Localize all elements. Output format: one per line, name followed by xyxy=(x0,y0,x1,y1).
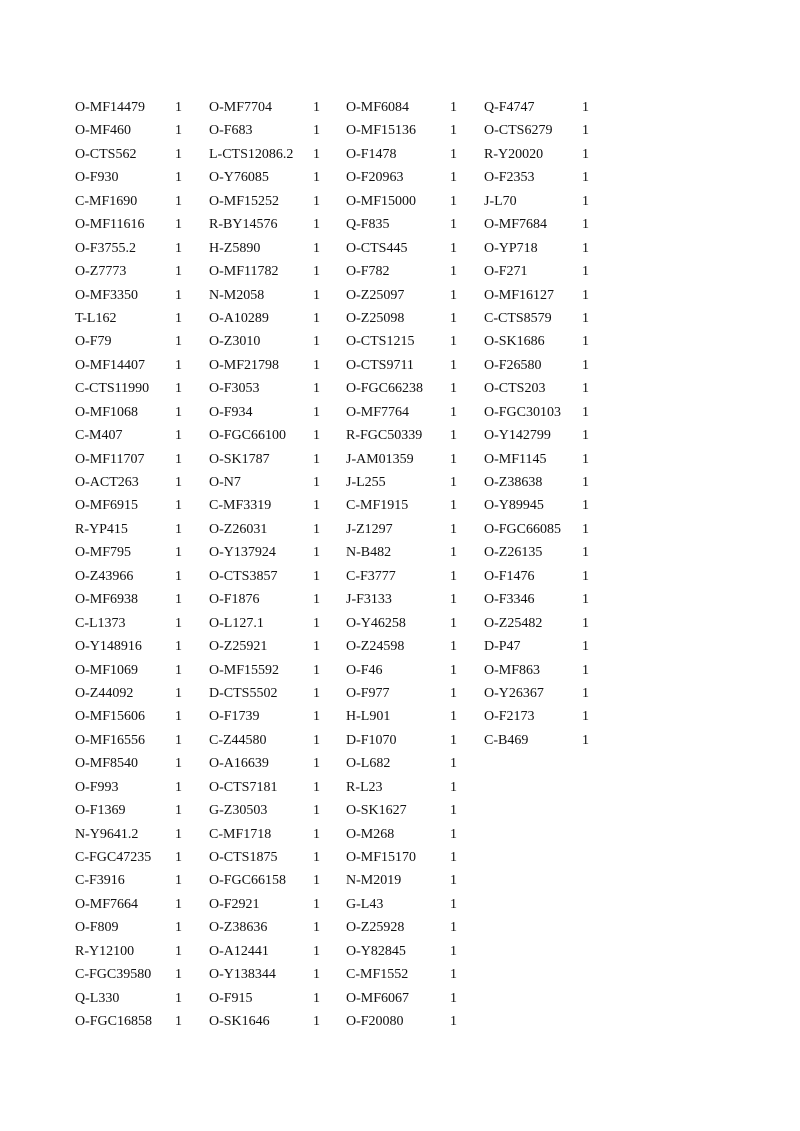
marker-count: 1 xyxy=(313,732,320,748)
marker-count: 1 xyxy=(582,123,589,139)
marker-count: 1 xyxy=(313,639,320,655)
marker-code: C-L1373 xyxy=(75,615,126,631)
marker-count: 1 xyxy=(175,756,182,772)
marker-code: L-CTS12086.2 xyxy=(209,146,294,162)
marker-count: 1 xyxy=(582,568,589,584)
marker-count: 1 xyxy=(175,428,182,444)
marker-code: O-SK1646 xyxy=(209,1014,270,1030)
marker-count: 1 xyxy=(450,990,457,1006)
marker-code: O-Y137924 xyxy=(209,545,276,561)
marker-code: O-MF14407 xyxy=(75,357,146,373)
marker-code: O-F79 xyxy=(75,334,112,350)
marker-count: 1 xyxy=(582,615,589,631)
marker-count: 1 xyxy=(313,756,320,772)
marker-count: 1 xyxy=(175,217,182,233)
marker-count: 1 xyxy=(582,639,589,655)
marker-code: C-MF1915 xyxy=(346,498,409,514)
marker-count: 1 xyxy=(450,451,457,467)
marker-count: 1 xyxy=(175,990,182,1006)
marker-count: 1 xyxy=(175,568,182,584)
marker-count: 1 xyxy=(450,873,457,889)
marker-code: O-MF6938 xyxy=(75,592,139,608)
marker-count: 1 xyxy=(582,334,589,350)
marker-count: 1 xyxy=(582,685,589,701)
marker-count: 1 xyxy=(313,240,320,256)
marker-code: O-F1478 xyxy=(346,146,397,162)
marker-code: N-M2058 xyxy=(209,287,265,303)
marker-count: 1 xyxy=(313,381,320,397)
marker-count: 1 xyxy=(450,240,457,256)
marker-code: O-MF15592 xyxy=(209,662,280,678)
marker-count: 1 xyxy=(450,826,457,842)
marker-count: 1 xyxy=(313,287,320,303)
marker-count: 1 xyxy=(582,709,589,725)
marker-count: 1 xyxy=(313,568,320,584)
marker-code: O-FGC66085 xyxy=(484,521,562,537)
marker-code: O-Y148916 xyxy=(75,639,142,655)
marker-count: 1 xyxy=(313,100,320,115)
marker-count: 1 xyxy=(450,264,457,280)
marker-code: O-MF14479 xyxy=(75,100,146,115)
marker-count: 1 xyxy=(450,662,457,678)
marker-code: O-MF11782 xyxy=(209,264,279,280)
marker-code: O-Y82845 xyxy=(346,943,406,959)
marker-count: 1 xyxy=(450,193,457,209)
marker-code: N-Y9641.2 xyxy=(75,826,139,842)
marker-code: O-F934 xyxy=(209,404,253,420)
marker-count: 1 xyxy=(450,428,457,444)
marker-count: 1 xyxy=(450,146,457,162)
marker-code: O-CTS1215 xyxy=(346,334,415,350)
marker-count: 1 xyxy=(313,334,320,350)
marker-count: 1 xyxy=(175,357,182,373)
marker-count: 1 xyxy=(313,943,320,959)
marker-code: O-F3755.2 xyxy=(75,240,137,256)
marker-count: 1 xyxy=(582,662,589,678)
marker-code: O-Z25921 xyxy=(209,639,268,655)
marker-count: 1 xyxy=(450,1014,457,1030)
marker-count: 1 xyxy=(175,732,182,748)
marker-code: O-F2921 xyxy=(209,896,260,912)
marker-code: O-MF1068 xyxy=(75,404,139,420)
marker-count: 1 xyxy=(313,170,320,186)
marker-code: O-Y46258 xyxy=(346,615,406,631)
marker-count: 1 xyxy=(175,193,182,209)
marker-count: 1 xyxy=(582,521,589,537)
marker-count: 1 xyxy=(313,896,320,912)
marker-code: G-L43 xyxy=(346,896,384,912)
marker-code: R-Y12100 xyxy=(75,943,135,959)
marker-count: 1 xyxy=(175,592,182,608)
marker-count: 1 xyxy=(313,357,320,373)
marker-code: G-Z30503 xyxy=(209,803,268,819)
marker-code: J-AM01359 xyxy=(346,451,414,467)
marker-code: J-Z1297 xyxy=(346,521,393,537)
marker-code: O-Z25928 xyxy=(346,920,405,936)
marker-code: O-Z43966 xyxy=(75,568,134,584)
marker-code: O-Y26367 xyxy=(484,685,544,701)
marker-count: 1 xyxy=(450,803,457,819)
marker-code: C-MF3319 xyxy=(209,498,272,514)
marker-count: 1 xyxy=(450,920,457,936)
marker-code: O-Z24598 xyxy=(346,639,405,655)
marker-code: O-Y76085 xyxy=(209,170,269,186)
marker-code: Q-F835 xyxy=(346,217,390,233)
marker-code: O-MF16556 xyxy=(75,732,146,748)
marker-count: 1 xyxy=(582,428,589,444)
marker-count: 1 xyxy=(313,1014,320,1030)
marker-code: O-MF795 xyxy=(75,545,132,561)
marker-count: 1 xyxy=(450,545,457,561)
marker-code: O-ACT263 xyxy=(75,475,139,490)
marker-code: R-YP415 xyxy=(75,521,128,537)
marker-code: C-FGC39580 xyxy=(75,967,152,983)
marker-count: 1 xyxy=(450,310,457,326)
marker-count: 1 xyxy=(450,943,457,959)
marker-count: 1 xyxy=(582,381,589,397)
marker-code: O-MF8540 xyxy=(75,756,139,772)
marker-code: O-F993 xyxy=(75,779,119,795)
marker-code: O-FGC66100 xyxy=(209,428,287,444)
marker-count: 1 xyxy=(450,592,457,608)
marker-code: O-L127.1 xyxy=(209,615,264,631)
marker-code: D-F1070 xyxy=(346,732,397,748)
marker-code: O-MF863 xyxy=(484,662,541,678)
marker-code: C-CTS11990 xyxy=(75,381,150,397)
marker-code: C-MF1552 xyxy=(346,967,409,983)
marker-code: J-F3133 xyxy=(346,592,392,608)
marker-count: 1 xyxy=(582,357,589,373)
marker-code: O-YP718 xyxy=(484,240,538,256)
marker-code: O-Y142799 xyxy=(484,428,551,444)
marker-code: O-F1369 xyxy=(75,803,126,819)
marker-code: O-MF6084 xyxy=(346,100,410,115)
marker-count: 1 xyxy=(175,545,182,561)
marker-count: 1 xyxy=(175,685,182,701)
marker-code: O-FGC16858 xyxy=(75,1014,153,1030)
marker-count: 1 xyxy=(175,709,182,725)
marker-count: 1 xyxy=(450,475,457,490)
marker-count: 1 xyxy=(175,310,182,326)
marker-count: 1 xyxy=(450,123,457,139)
marker-count: 1 xyxy=(175,146,182,162)
marker-code: O-Z7773 xyxy=(75,264,127,280)
marker-count: 1 xyxy=(313,779,320,795)
marker-code: H-L901 xyxy=(346,709,391,725)
marker-count: 1 xyxy=(450,779,457,795)
marker-code: Q-L330 xyxy=(75,990,120,1006)
marker-code: O-MF6067 xyxy=(346,990,410,1006)
marker-count: 1 xyxy=(175,920,182,936)
marker-code: O-CTS203 xyxy=(484,381,546,397)
marker-code: O-F782 xyxy=(346,264,390,280)
marker-code: O-MF15606 xyxy=(75,709,146,725)
marker-code: O-L682 xyxy=(346,756,391,772)
marker-count: 1 xyxy=(313,498,320,514)
marker-code: O-SK1627 xyxy=(346,803,407,819)
marker-code: R-Y20020 xyxy=(484,146,544,162)
marker-code: O-MF7764 xyxy=(346,404,410,420)
marker-code: O-F809 xyxy=(75,920,119,936)
marker-code: O-CTS3857 xyxy=(209,568,278,584)
marker-code: O-MF7704 xyxy=(209,100,273,115)
marker-count: 1 xyxy=(313,428,320,444)
marker-count: 1 xyxy=(450,639,457,655)
marker-count: 1 xyxy=(175,498,182,514)
marker-code: O-MF15170 xyxy=(346,850,417,865)
marker-code: O-Z38636 xyxy=(209,920,268,936)
marker-count: 1 xyxy=(175,334,182,350)
marker-code: O-CTS6279 xyxy=(484,123,553,139)
marker-count: 1 xyxy=(175,381,182,397)
marker-count: 1 xyxy=(450,521,457,537)
marker-code: O-F930 xyxy=(75,170,119,186)
marker-count: 1 xyxy=(582,100,589,115)
marker-count: 1 xyxy=(313,193,320,209)
marker-code: O-F1739 xyxy=(209,709,260,725)
marker-count: 1 xyxy=(450,568,457,584)
marker-count: 1 xyxy=(582,146,589,162)
marker-code: O-F1876 xyxy=(209,592,260,608)
marker-code: O-Z25098 xyxy=(346,310,405,326)
marker-count: 1 xyxy=(450,896,457,912)
marker-code: O-CTS9711 xyxy=(346,357,414,373)
marker-code: O-MF11616 xyxy=(75,217,145,233)
marker-count: 1 xyxy=(313,521,320,537)
marker-code: C-FGC47235 xyxy=(75,850,152,865)
marker-count: 1 xyxy=(175,943,182,959)
marker-count: 1 xyxy=(175,475,182,490)
marker-count: 1 xyxy=(450,498,457,514)
marker-count: 1 xyxy=(450,334,457,350)
marker-count: 1 xyxy=(313,662,320,678)
marker-count: 1 xyxy=(450,709,457,725)
marker-count: 1 xyxy=(175,100,182,115)
marker-code: C-B469 xyxy=(484,732,529,748)
marker-code: O-F20963 xyxy=(346,170,404,186)
marker-code: O-MF3350 xyxy=(75,287,139,303)
marker-count: 1 xyxy=(582,287,589,303)
marker-code: O-F2353 xyxy=(484,170,535,186)
marker-count: 1 xyxy=(582,592,589,608)
marker-code: C-CTS8579 xyxy=(484,310,552,326)
marker-code: O-F20080 xyxy=(346,1014,404,1030)
marker-count: 1 xyxy=(582,498,589,514)
marker-code: D-CTS5502 xyxy=(209,685,278,701)
marker-count: 1 xyxy=(175,521,182,537)
marker-code: O-FGC66238 xyxy=(346,381,424,397)
marker-count: 1 xyxy=(450,100,457,115)
marker-code: J-L255 xyxy=(346,475,386,490)
marker-code: O-Z25097 xyxy=(346,287,405,303)
marker-code: O-CTS7181 xyxy=(209,779,278,795)
marker-code: O-MF6915 xyxy=(75,498,139,514)
marker-count: 1 xyxy=(582,240,589,256)
marker-count: 1 xyxy=(313,475,320,490)
marker-code: O-F1476 xyxy=(484,568,535,584)
marker-code: O-A16639 xyxy=(209,756,269,772)
marker-code: O-F977 xyxy=(346,685,390,701)
marker-code: C-MF1718 xyxy=(209,826,272,842)
marker-code: O-Z38638 xyxy=(484,475,543,490)
marker-count: 1 xyxy=(313,990,320,1006)
marker-code: O-F915 xyxy=(209,990,253,1006)
marker-count: 1 xyxy=(313,967,320,983)
marker-code: O-F683 xyxy=(209,123,253,139)
marker-count: 1 xyxy=(450,756,457,772)
marker-code: Q-F4747 xyxy=(484,100,535,115)
marker-count: 1 xyxy=(450,967,457,983)
marker-count: 1 xyxy=(450,615,457,631)
marker-code: R-FGC50339 xyxy=(346,428,423,444)
marker-code: O-Z44092 xyxy=(75,685,134,701)
marker-count: 1 xyxy=(175,873,182,889)
marker-count: 1 xyxy=(175,170,182,186)
marker-code: H-Z5890 xyxy=(209,240,261,256)
marker-count: 1 xyxy=(313,803,320,819)
marker-count: 1 xyxy=(582,193,589,209)
marker-code: N-B482 xyxy=(346,545,392,561)
marker-count: 1 xyxy=(175,779,182,795)
marker-count: 1 xyxy=(313,826,320,842)
marker-count: 1 xyxy=(313,920,320,936)
marker-count: 1 xyxy=(450,287,457,303)
marker-code: O-MF1069 xyxy=(75,662,139,678)
marker-code: O-MF1145 xyxy=(484,451,547,467)
marker-code: O-F3053 xyxy=(209,381,260,397)
marker-count: 1 xyxy=(175,662,182,678)
marker-count: 1 xyxy=(450,732,457,748)
marker-code: O-Y89945 xyxy=(484,498,544,514)
marker-count: 1 xyxy=(313,615,320,631)
marker-code: O-Z26031 xyxy=(209,521,268,537)
marker-count: 1 xyxy=(175,850,182,865)
marker-count: 1 xyxy=(175,287,182,303)
marker-code: R-L23 xyxy=(346,779,383,795)
marker-code: O-MF15136 xyxy=(346,123,417,139)
marker-count: 1 xyxy=(175,896,182,912)
marker-count: 1 xyxy=(582,310,589,326)
marker-count: 1 xyxy=(313,685,320,701)
marker-count: 1 xyxy=(175,451,182,467)
marker-code: O-A12441 xyxy=(209,943,269,959)
marker-code: O-F46 xyxy=(346,662,383,678)
marker-count: 1 xyxy=(175,1014,182,1030)
marker-count: 1 xyxy=(313,264,320,280)
marker-count: 1 xyxy=(175,123,182,139)
marker-count: 1 xyxy=(582,545,589,561)
marker-code: O-F26580 xyxy=(484,357,542,373)
marker-count: 1 xyxy=(450,381,457,397)
marker-code: T-L162 xyxy=(75,310,117,326)
marker-count: 1 xyxy=(175,826,182,842)
marker-code: O-MF15000 xyxy=(346,193,417,209)
marker-code: O-SK1787 xyxy=(209,451,270,467)
marker-code: O-Z3010 xyxy=(209,334,261,350)
marker-code: C-Z44580 xyxy=(209,732,267,748)
marker-code: C-F3777 xyxy=(346,568,396,584)
marker-code: O-FGC66158 xyxy=(209,873,287,889)
marker-code: C-M407 xyxy=(75,428,123,444)
marker-code: O-Z26135 xyxy=(484,545,543,561)
marker-code: D-P47 xyxy=(484,639,521,655)
marker-code: O-Y138344 xyxy=(209,967,276,983)
marker-count: 1 xyxy=(175,615,182,631)
marker-count: 1 xyxy=(175,404,182,420)
marker-count: 1 xyxy=(175,264,182,280)
marker-code: O-MF11707 xyxy=(75,451,145,467)
marker-count: 1 xyxy=(450,404,457,420)
marker-code: O-F2173 xyxy=(484,709,535,725)
marker-count: 1 xyxy=(313,310,320,326)
marker-code: O-MF7664 xyxy=(75,896,139,912)
marker-code: O-Z25482 xyxy=(484,615,543,631)
marker-code: N-M2019 xyxy=(346,873,402,889)
marker-count: 1 xyxy=(313,146,320,162)
marker-count: 1 xyxy=(313,404,320,420)
marker-code: R-BY14576 xyxy=(209,217,278,233)
marker-count: 1 xyxy=(450,217,457,233)
marker-code: O-N7 xyxy=(209,475,241,490)
marker-count: 1 xyxy=(582,475,589,490)
marker-code: O-A10289 xyxy=(209,310,269,326)
marker-code: C-MF1690 xyxy=(75,193,138,209)
marker-count: 1 xyxy=(582,264,589,280)
marker-count: 1 xyxy=(313,850,320,865)
marker-count: 1 xyxy=(313,592,320,608)
marker-code: O-MF15252 xyxy=(209,193,280,209)
marker-count: 1 xyxy=(450,850,457,865)
marker-count: 1 xyxy=(313,545,320,561)
marker-count: 1 xyxy=(450,170,457,186)
marker-code: O-MF7684 xyxy=(484,217,548,233)
marker-code: O-FGC30103 xyxy=(484,404,562,420)
marker-count: 1 xyxy=(175,639,182,655)
marker-count: 1 xyxy=(313,217,320,233)
marker-code: J-L70 xyxy=(484,193,517,209)
marker-code: O-F3346 xyxy=(484,592,535,608)
marker-code: O-MF21798 xyxy=(209,357,280,373)
marker-count: 1 xyxy=(313,451,320,467)
marker-code: O-MF460 xyxy=(75,123,132,139)
marker-count: 1 xyxy=(582,732,589,748)
marker-count: 1 xyxy=(450,357,457,373)
marker-code: C-F3916 xyxy=(75,873,125,889)
marker-count: 1 xyxy=(175,240,182,256)
marker-count: 1 xyxy=(582,217,589,233)
marker-count: 1 xyxy=(582,451,589,467)
marker-count: 1 xyxy=(175,803,182,819)
marker-code: O-CTS445 xyxy=(346,240,408,256)
marker-count: 1 xyxy=(450,685,457,701)
marker-code: O-SK1686 xyxy=(484,334,545,350)
marker-count: 1 xyxy=(582,404,589,420)
marker-count: 1 xyxy=(313,709,320,725)
marker-code: O-CTS1875 xyxy=(209,850,278,865)
marker-code: O-M268 xyxy=(346,826,395,842)
marker-count: 1 xyxy=(313,123,320,139)
marker-code: O-F271 xyxy=(484,264,528,280)
marker-code: O-MF16127 xyxy=(484,287,555,303)
marker-count: 1 xyxy=(582,170,589,186)
marker-count: 1 xyxy=(175,967,182,983)
marker-count: 1 xyxy=(313,873,320,889)
marker-code: O-CTS562 xyxy=(75,146,137,162)
